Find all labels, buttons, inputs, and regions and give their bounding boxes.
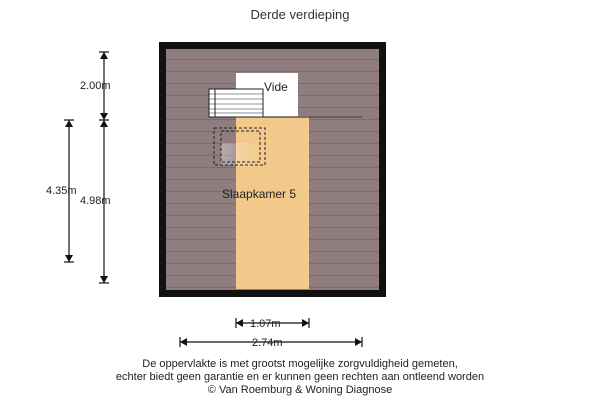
vide-label: Vide <box>264 80 288 94</box>
dimension-h-total-label: 2.74m <box>252 337 283 349</box>
disclaimer-line-2: echter biedt geen garantie en er kunnen geen rechten aan ontleend worden <box>115 371 485 383</box>
dimension-h-inner-label: 1.07m <box>250 318 281 330</box>
copyright-line: © Van Roemburg & Woning Diagnose <box>207 384 393 396</box>
bedroom-floor <box>236 116 309 289</box>
disclaimer <box>0 358 600 397</box>
staircase <box>209 89 263 117</box>
disclaimer-line-1: De oppervlakte is met grootst mogelijke zorgvuldigheid gemeten, <box>142 358 458 370</box>
dimension-v-inner-label: 4.35m <box>46 185 77 197</box>
floor-title: Derde verdieping <box>250 7 350 22</box>
bedroom-label: Slaapkamer 5 <box>222 187 297 201</box>
dimension-v-top-label: 2.00m <box>80 80 111 92</box>
dimension-v-total-label: 4.98m <box>80 195 111 207</box>
